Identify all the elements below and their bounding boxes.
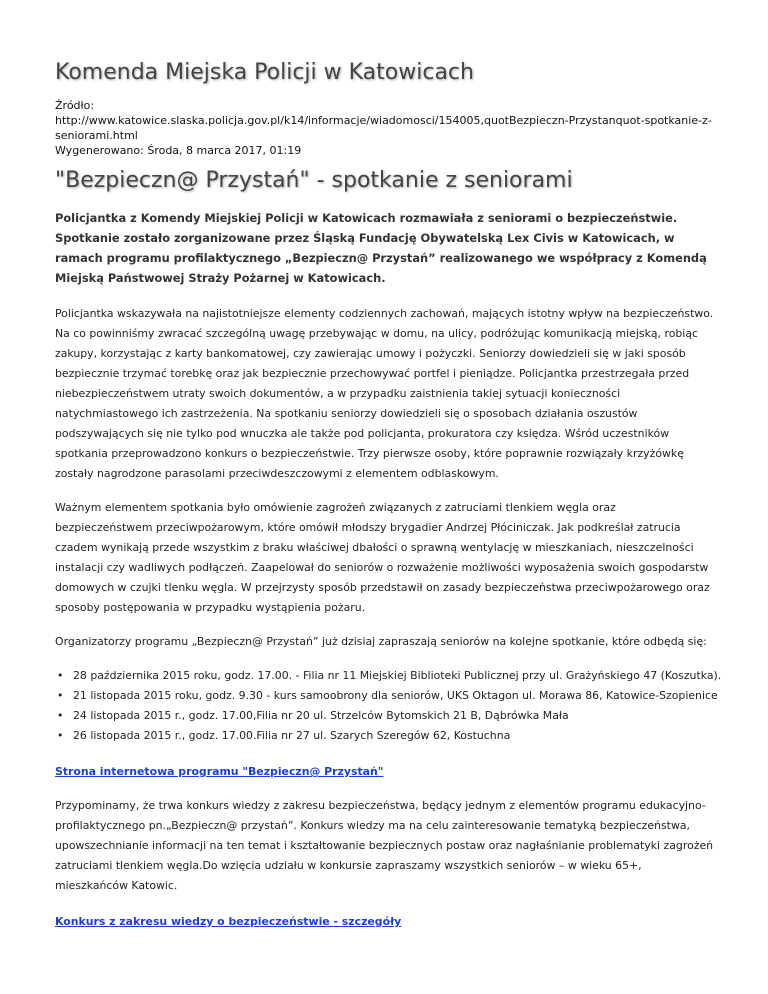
bullet-icon: • — [57, 689, 64, 702]
contest-details-link[interactable]: Konkurs z zakresu wiedzy o bezpieczeństwie - szczegóły — [55, 915, 402, 928]
source-meta — [55, 98, 716, 158]
article-paragraph-4: Przypominamy, że trwa konkurs wiedzy z zakresu bezpieczeństwa, będący jednym z elementów programu edukacyjno-profilaktycznego pn.„Bezpieczn@ przystań”. Konkurs wiedzy ma na celu zainteresowanie tematyką bezpieczeństwa, upowszechnianie informacji na ten temat i kształtowanie bezpiecznych postaw oraz nagłaśnianie problematyki zagrożeń zatruciami tlenkiem węgla.Do wzięcia udziału w konkursie zapraszamy wszystkich seniorów – w wieku 65+, mieszkańców Katowic. — [55, 799, 714, 892]
list-item — [57, 706, 716, 726]
article-paragraph-1: Policjantka wskazywała na najistotniejsze elementy codziennych zachowań, mających istotny wpływ na bezpieczeństwo. Na co powinniśmy zwracać szczególną uwagę przebywając w domu, na ulicy, podróżując komunikacją miejską, robiąc zakupy, korzystając z karty bankomatowej, czy zawierając umowy i pożyczki. Seniorzy dowiedzieli się w jaki sposób bezpiecznie trzymać torebkę oraz jak bezpiecznie przechowywać portfel i pieniądze. Policjantka przestrzegała przed niebezpieczeństwem utraty swoich dokumentów, a w przypadku zaistnienia takiej sytuacji konieczności natychmiastowego ich zastrzeżenia. Na spotkaniu seniorzy dowiedzieli się o sposobach działania oszustów podszywających się nie tylko pod wnuczka ale także pod policjanta, prokuratora czy księdza. Wśród uczestników spotkania przeprowadzono konkurs o bezpieczeństwie. Trzy pierwsze osoby, które poprawnie rozwiązały krzyżówkę zostały nagrodzone parasolami przeciwdeszczowymi z elementem odblaskowym. — [55, 307, 714, 480]
bullet-icon: • — [57, 709, 64, 722]
meeting-date: 26 listopada 2015 r., godz. 17.00.Filia nr 27 ul. Szarych Szeregów 62, Kostuchna — [73, 729, 511, 742]
source-url: http://www.katowice.slaska.policja.gov.pl/k14/informacje/wiadomosci/154005,quotBezpieczn-Przystanquot-spotkanie-z-seniorami.html — [55, 114, 712, 142]
article-paragraph-3: Organizatorzy programu „Bezpieczn@ Przystań” już dzisiaj zapraszają seniorów na kolejne spotkanie, które odbędą się: — [55, 635, 707, 648]
list-item — [57, 686, 718, 706]
meeting-date: 28 października 2015 roku, godz. 17.00. - Filia nr 11 Miejskiej Biblioteki Publicznej przy ul. Grażyńskiego 47 (Koszutka). — [73, 669, 722, 682]
list-item — [57, 666, 722, 686]
article-lead: Policjantka z Komendy Miejskiej Policji w Katowicach rozmawiała z seniorami o bezpieczeństwie. Spotkanie zostało zorganizowane przez Śląską Fundację Obywatelską Lex Civis w Katowicach, w ramach programu profilaktycznego „Bezpieczn@ Przystań” realizowanego we współpracy z Komendą Miejską Państwowej Straży Pożarnej w Katowicach. — [55, 211, 707, 285]
source-label: Źródło: — [55, 99, 95, 112]
site-title: Komenda Miejska Policji w Katowicach — [55, 60, 474, 85]
bullet-icon: • — [57, 729, 64, 742]
bullet-icon: • — [57, 669, 64, 682]
generated-timestamp: Wygenerowano: Środa, 8 marca 2017, 01:19 — [55, 144, 302, 157]
meeting-date: 21 listopada 2015 roku, godz. 9.30 - kurs samoobrony dla seniorów, UKS Oktagon ul. Morawa 86, Katowice-Szopienice — [73, 689, 718, 702]
program-website-link[interactable]: Strona internetowa programu "Bezpieczn@ Przystań" — [55, 765, 384, 778]
meeting-dates-list — [55, 666, 722, 746]
meeting-date: 24 listopada 2015 r., godz. 17.00,Filia nr 20 ul. Strzelców Bytomskich 21 B, Dąbrówka Mała — [73, 709, 569, 722]
list-item — [57, 726, 716, 746]
article-paragraph-2: Ważnym elementem spotkania było omówienie zagrożeń związanych z zatruciami tlenkiem węgla oraz bezpieczeństwem przeciwpożarowym, które omówił młodszy brygadier Andrzej Płóciniczak. Jak podkreślał zatrucia czadem wynikają przede wszystkim z braku właściwej dbałości o sprawną wentylację w mieszkaniach, nieszczelności instalacji czy wadliwych podłączeń. Zaapelował do seniorów o rozważenie możliwości wyposażenia swoich gospodarstw domowych w czujki tlenku węgla. W przejrzysty sposób przedstawił on zasady bezpieczeństwa przeciwpożarowego oraz sposoby postępowania w przypadku wystąpienia pożaru. — [55, 501, 710, 614]
article-title: "Bezpieczn@ Przystań" - spotkanie z seniorami — [55, 168, 573, 193]
